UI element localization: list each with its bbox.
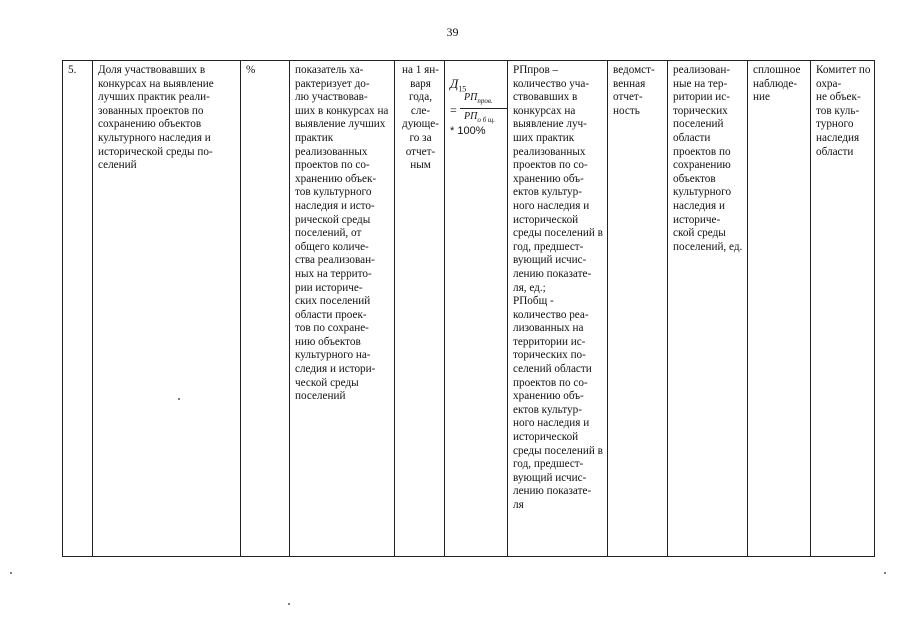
formula-numerator: $РП_{пров.}$ xyxy=(464,91,493,105)
formula xyxy=(450,75,504,148)
page-number: 39 xyxy=(446,25,459,39)
period-cell: на 1 ян- варя года, сле- дующе- го за отчет- ным xyxy=(395,61,445,557)
method-cell: сплошное наблюде- ние xyxy=(748,61,811,557)
formula-equals: = xyxy=(450,102,457,117)
subject-cell: реализован- ные на тер- ритории ис- торических поселений области проектов по сохранению объектов культурного наследия и историче- ской среды поселений, ед. xyxy=(668,61,748,557)
unit-cell: % xyxy=(241,61,290,557)
table-row xyxy=(63,61,875,557)
formula-denominator: $РП_{о б щ.}$ xyxy=(464,110,495,124)
row-number-cell: 5. xyxy=(63,61,93,557)
fraction-bar xyxy=(460,108,508,109)
variables-cell: РПпров – количество уча- ствовавших в конкурсах на выявление луч- ших практик реализованных проектов по со- хранению объ- ектов культур- ного наследия и исторической среды поселений в год, предшест- вующий исчис- лению показате- ля, ед.; РПобщ - количество реа- лизованных на территории ис- торических по- селений области проектов по со- хранению объ- ектов культур- ного наследия и исторической среды поселений в год, предшест- вующий исчис- лению показате- ля xyxy=(508,61,608,557)
responsible-cell: Комитет по охра- не объек- тов куль- турного наследия области xyxy=(811,61,875,557)
scan-dot xyxy=(178,398,180,400)
source-cell: ведомст- венная отчет- ность xyxy=(608,61,668,557)
formula-cell xyxy=(445,61,508,557)
indicator-table xyxy=(62,60,875,557)
scan-dot xyxy=(288,603,290,605)
definition-cell: показатель ха- рактеризует до- лю участвовав- ших в конкурсах на выявление лучших практик реализованных проектов по со- хранению объек- тов культурного наследия и исто- рической среды поселений, от общего количе- ства реализован- ных на террито- рии историче- ских поселений области проек- тов по сохране- нию объектов культурного на- следия и истори- ческой среды поселений xyxy=(290,61,395,557)
indicator-name-cell: Доля участвовавших в конкурсах на выявление лучших практик реали- зованных проектов по сохранению объектов культурного наследия и исторической среды по- селений xyxy=(93,61,241,557)
formula-multiplier: * 100% xyxy=(450,124,486,137)
scan-dot xyxy=(10,572,12,574)
scan-dot xyxy=(884,572,886,574)
formula-indicator: $Д_{15}$ xyxy=(450,75,467,94)
